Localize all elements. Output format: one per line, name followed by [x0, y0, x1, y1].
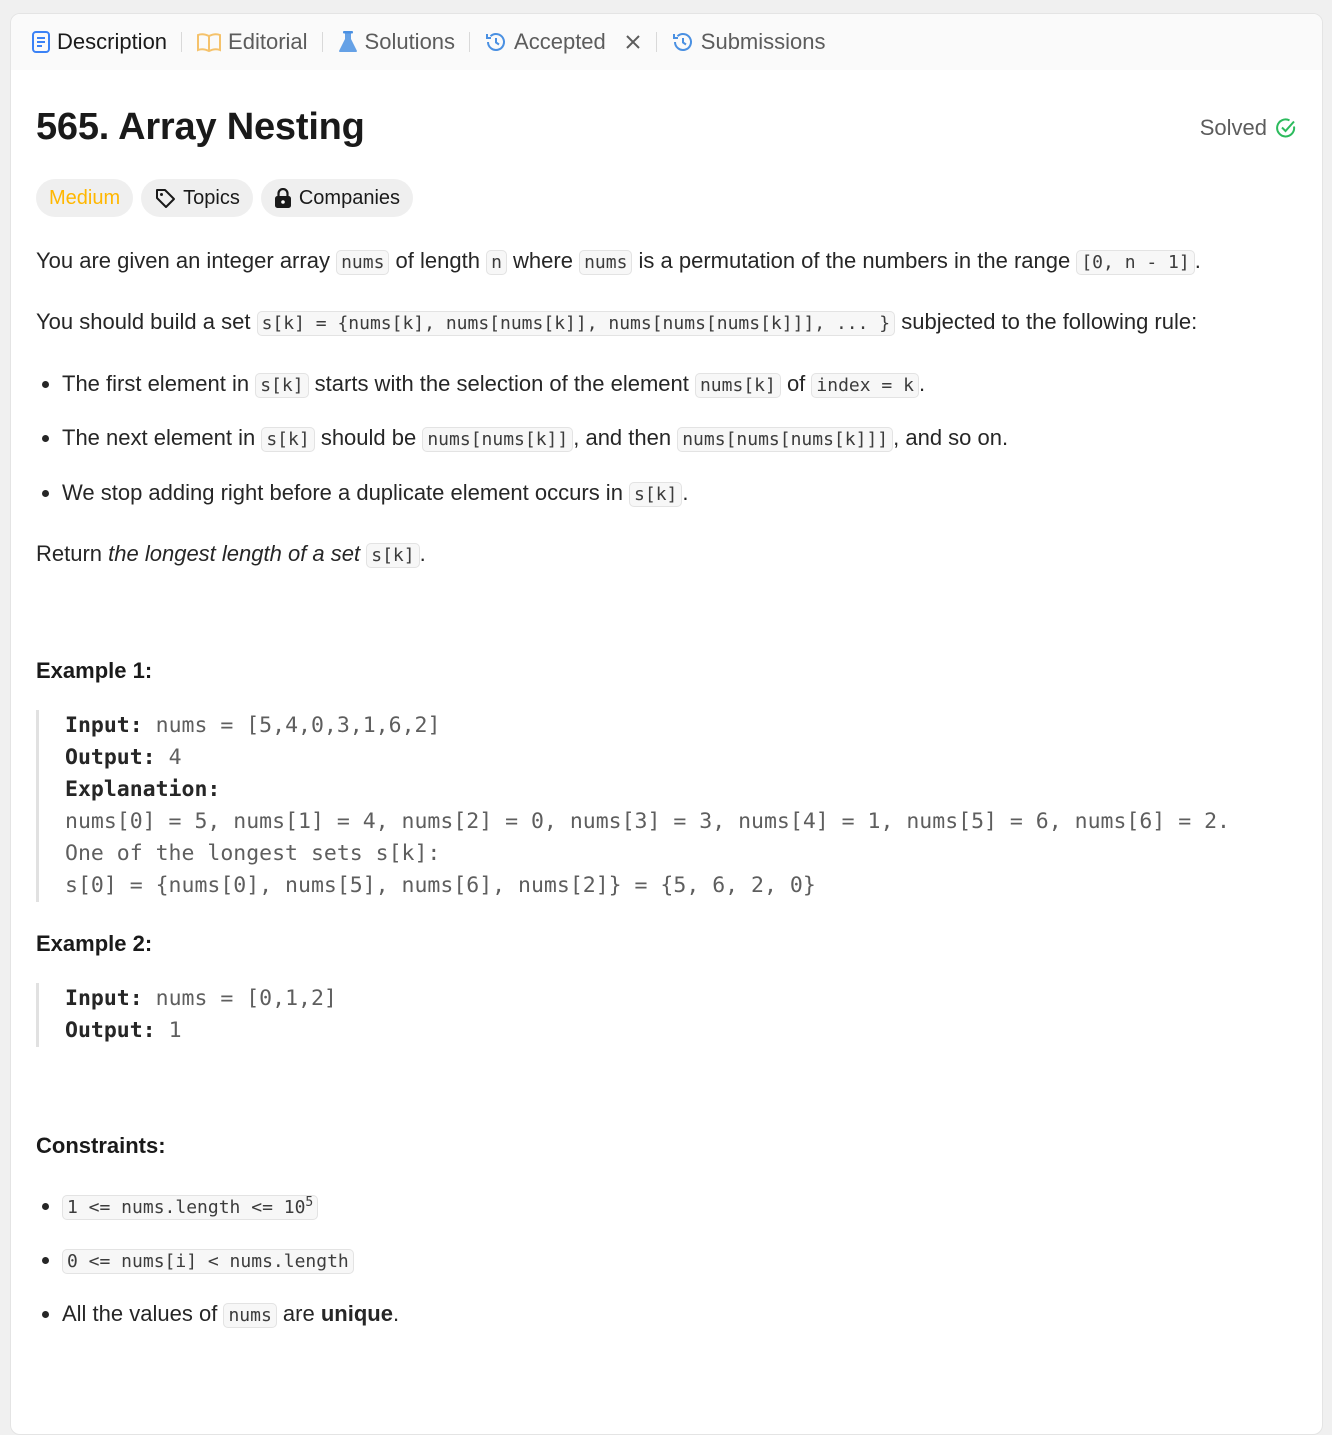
text: of [780, 371, 812, 396]
text: where [506, 248, 580, 273]
input-value: nums = [5,4,0,3,1,6,2] [155, 713, 441, 738]
inline-code [62, 1195, 318, 1220]
topics-button[interactable] [141, 179, 253, 217]
return-paragraph [36, 538, 1297, 572]
inline-code: s[k] [261, 427, 314, 452]
inline-code: nums [223, 1303, 276, 1328]
inline-code: nums [579, 250, 632, 275]
inline-code: s[k] [255, 373, 308, 398]
explanation-label: Explanation: [65, 777, 221, 802]
tab-label: Accepted [514, 29, 606, 54]
example-line: s[0] = {nums[0], nums[5], nums[6], nums[2]} = {5, 6, 2, 0} [65, 873, 816, 898]
input-value: nums = [0,1,2] [155, 986, 337, 1011]
text: , and then [573, 425, 678, 450]
tab-label: Submissions [700, 29, 826, 54]
title-row [36, 106, 1297, 149]
text: is a permutation of the numbers in the range [632, 248, 1077, 273]
tab-accepted[interactable] [484, 29, 642, 55]
companies-button[interactable] [261, 179, 413, 217]
text: The first element in [62, 371, 256, 396]
text: starts with the selection of the element [308, 371, 695, 396]
example-line: nums[0] = 5, nums[1] = 4, nums[2] = 0, nums[3] = 3, nums[4] = 1, nums[5] = 6, nums[6] = 2. [65, 809, 1230, 834]
inline-code: s[k] = {nums[k], nums[nums[k]], nums[nums[nums[k]]], ... } [257, 311, 896, 336]
example-line: One of the longest sets s[k]: [65, 841, 441, 866]
text: Return [36, 541, 109, 566]
text: . [419, 541, 426, 566]
description-paragraph [36, 245, 1297, 279]
tab-separator [322, 32, 323, 52]
inline-code: nums[nums[nums[k]]] [677, 427, 893, 452]
lock-icon [274, 188, 292, 208]
example-heading: Example 1: [36, 658, 153, 683]
flask-icon [337, 30, 359, 54]
example-block [36, 710, 1297, 902]
text: . [918, 371, 926, 396]
companies-label: Companies [298, 186, 401, 209]
example-line [65, 710, 1297, 742]
inline-code: nums [336, 250, 389, 275]
list-item [62, 368, 1297, 402]
inline-code: n [486, 250, 507, 275]
description-paragraph [36, 306, 1297, 340]
list-item [62, 477, 1297, 511]
constraints-list [36, 1187, 1297, 1332]
text: You are given an integer array [36, 248, 337, 273]
tab-solutions[interactable] [337, 29, 456, 55]
tab-label: Editorial [228, 29, 308, 54]
output-label: Output: [65, 745, 156, 770]
tab-label: Solutions [364, 29, 456, 54]
problem-panel [10, 13, 1323, 1435]
inline-code: 0 <= nums[i] < nums.length [62, 1249, 354, 1274]
difficulty-badge [36, 179, 133, 217]
topics-label: Topics [183, 186, 240, 209]
text: of length [389, 248, 487, 273]
text: , and so on. [893, 425, 1009, 450]
text: . [682, 480, 689, 505]
inline-code: [0, n - 1] [1076, 250, 1194, 275]
exponent: 5 [305, 1195, 314, 1210]
inline-code: nums[nums[k]] [422, 427, 573, 452]
history-icon [671, 30, 695, 54]
list-item [62, 1298, 1297, 1332]
example-line [65, 774, 1297, 806]
example-heading: Example 2: [36, 931, 153, 956]
history-icon [484, 30, 508, 54]
list-item [62, 1244, 1297, 1278]
emphasis-text: the longest length of a set [108, 541, 361, 566]
text: subjected to the following rule: [895, 309, 1198, 334]
text: . [392, 1301, 400, 1326]
tab-submissions[interactable] [671, 29, 826, 55]
close-icon[interactable] [624, 33, 642, 51]
book-icon [196, 31, 222, 53]
tab-editorial[interactable] [196, 29, 307, 55]
tab-separator [469, 32, 470, 52]
tab-separator [181, 32, 182, 52]
constraint-text: 1 <= nums.length <= 10 [67, 1197, 306, 1218]
solved-status [1200, 115, 1297, 141]
input-label: Input: [65, 986, 143, 1011]
problem-content [11, 106, 1322, 1332]
document-icon [31, 30, 51, 54]
example-block [36, 983, 1297, 1047]
rules-list [36, 368, 1297, 511]
tab-bar [11, 14, 1322, 70]
list-item [62, 422, 1297, 456]
text: You should build a set [36, 309, 257, 334]
bold-text: unique [320, 1301, 393, 1326]
example-line [65, 983, 1297, 1015]
output-value: 1 [168, 1018, 182, 1043]
text: The next element in [62, 425, 262, 450]
text: should be [314, 425, 423, 450]
tab-description[interactable] [31, 29, 167, 55]
tag-icon [154, 187, 176, 209]
inline-code: nums[k] [695, 373, 781, 398]
tab-label: Description [57, 29, 168, 54]
inline-code: s[k] [366, 543, 419, 568]
inline-code: s[k] [629, 482, 682, 507]
input-label: Input: [65, 713, 143, 738]
example-line [65, 1015, 1297, 1047]
text: . [1194, 248, 1201, 273]
difficulty-label: Medium [49, 186, 121, 209]
list-item [62, 1187, 1297, 1224]
text: are [276, 1301, 321, 1326]
constraints-heading: Constraints: [36, 1133, 166, 1158]
text: We stop adding right before a duplicate element occurs in [62, 480, 630, 505]
inline-code: index = k [811, 373, 919, 398]
check-circle-icon [1275, 117, 1297, 139]
example-line [65, 742, 1297, 774]
solved-label: Solved [1199, 114, 1267, 140]
page-title[interactable]: 565. Array Nesting [36, 106, 365, 148]
output-value: 4 [168, 745, 182, 770]
tab-separator [656, 32, 657, 52]
tag-row [36, 179, 1297, 217]
text: All the values of [62, 1301, 224, 1326]
output-label: Output: [65, 1018, 156, 1043]
